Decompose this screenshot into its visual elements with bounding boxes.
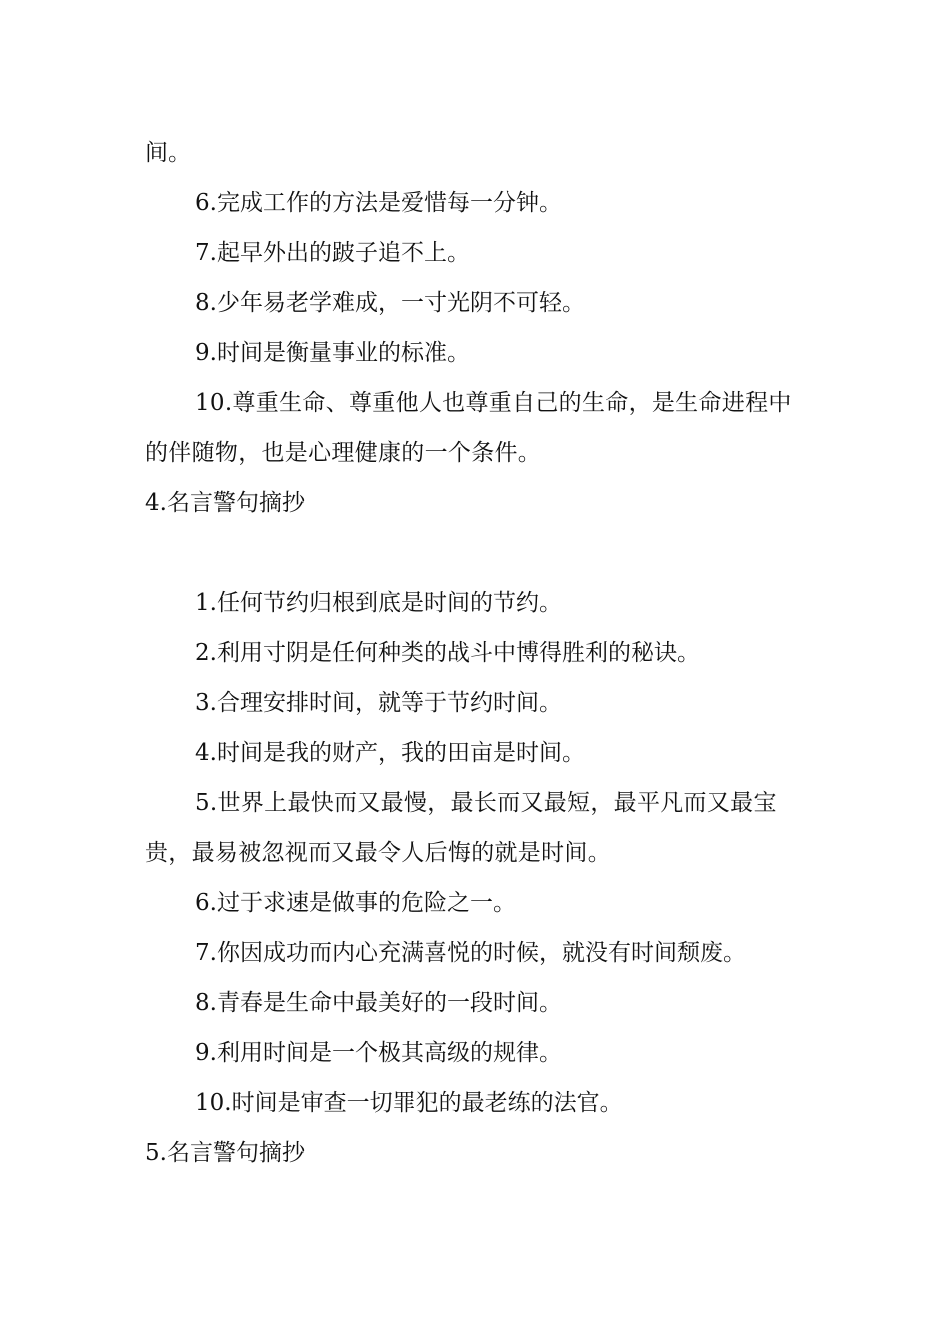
list-item: 5.世界上最快而又最慢，最长而又最短，最平凡而又最宝贵，最易被忽视而又最令人后悔的就是时间。 — [145, 790, 777, 866]
section-heading: 4.名言警句摘抄 — [145, 490, 305, 516]
list-item: 7.起早外出的跛子追不上。 — [195, 240, 470, 266]
section-heading: 5.名言警句摘抄 — [145, 1140, 305, 1166]
list-item: 10.时间是审查一切罪犯的最老练的法官。 — [195, 1090, 623, 1116]
list-item: 6.过于求速是做事的危险之一。 — [195, 890, 516, 916]
list-item: 2.利用寸阴是任何种类的战斗中博得胜利的秘诀。 — [195, 640, 700, 666]
list-item: 1.任何节约归根到底是时间的节约。 — [195, 590, 562, 616]
list-item: 9.时间是衡量事业的标准。 — [195, 340, 470, 366]
list-item: 7.你因成功而内心充满喜悦的时候，就没有时间颓废。 — [195, 940, 746, 966]
list-item: 3.合理安排时间，就等于节约时间。 — [195, 690, 562, 716]
continuation-text: 间。 — [145, 140, 191, 166]
list-item: 4.时间是我的财产，我的田亩是时间。 — [195, 740, 585, 766]
list-item: 8.青春是生命中最美好的一段时间。 — [195, 990, 562, 1016]
list-item: 6.完成工作的方法是爱惜每一分钟。 — [195, 190, 562, 216]
document-page — [145, 128, 810, 1178]
list-item: 9.利用时间是一个极其高级的规律。 — [195, 1040, 562, 1066]
blank-line — [145, 528, 810, 578]
list-item: 10.尊重生命、尊重他人也尊重自己的生命，是生命进程中的伴随物，也是心理健康的一个条件。 — [145, 390, 792, 466]
list-item: 8.少年易老学难成，一寸光阴不可轻。 — [195, 290, 585, 316]
